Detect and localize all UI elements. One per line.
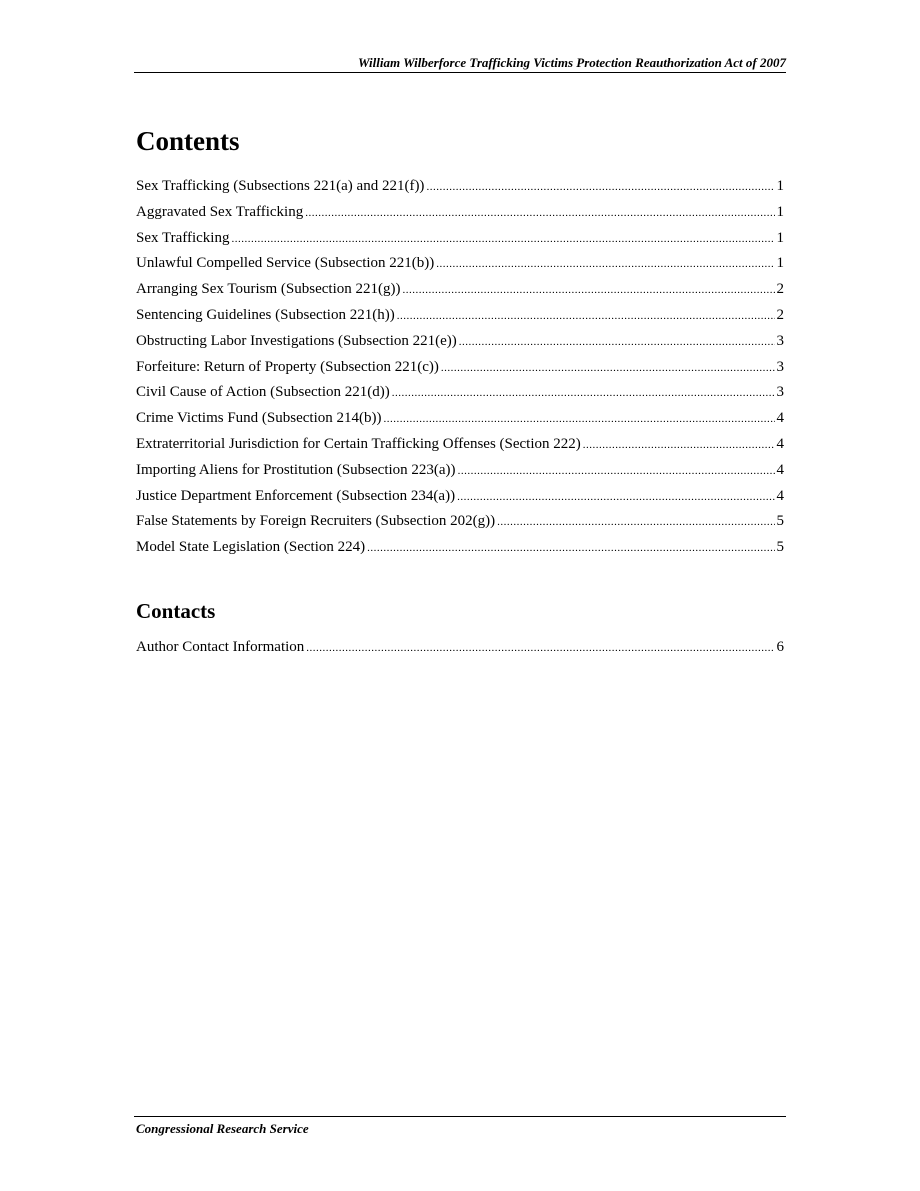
toc-entry-label[interactable]: Civil Cause of Action (Subsection 221(d)) xyxy=(136,384,390,401)
contacts-list xyxy=(136,637,784,663)
toc-entry[interactable] xyxy=(136,202,784,228)
contents-list xyxy=(136,176,784,563)
toc-entry-page[interactable]: 2 xyxy=(776,281,784,298)
toc-entry[interactable] xyxy=(136,408,784,434)
running-footer: Congressional Research Service xyxy=(136,1121,309,1136)
toc-entry-page[interactable]: 4 xyxy=(776,435,784,452)
dot-leader xyxy=(497,512,774,532)
toc-entry-page[interactable]: 1 xyxy=(776,229,784,246)
header-rule xyxy=(134,72,786,73)
toc-entry-label[interactable]: Author Contact Information xyxy=(136,639,305,655)
toc-entry[interactable] xyxy=(136,637,784,663)
toc-entry-label[interactable]: Obstructing Labor Investigations (Subsection 221(e)) xyxy=(136,332,457,349)
dot-leader xyxy=(459,332,775,352)
toc-entry-label[interactable]: Sex Trafficking xyxy=(136,229,230,246)
toc-entry-label[interactable]: Arranging Sex Tourism (Subsection 221(g)) xyxy=(136,281,401,298)
dot-leader xyxy=(436,254,774,274)
toc-entry[interactable] xyxy=(136,331,784,357)
toc-entry-page[interactable]: 1 xyxy=(776,255,784,272)
toc-entry[interactable] xyxy=(136,382,784,408)
footer-rule xyxy=(134,1116,786,1117)
dot-leader xyxy=(383,409,774,429)
toc-entry[interactable] xyxy=(136,279,784,305)
toc-entry[interactable] xyxy=(136,537,784,563)
toc-entry-label[interactable]: Importing Aliens for Prostitution (Subsection 223(a)) xyxy=(136,461,456,478)
contents-heading: Contents xyxy=(136,126,240,156)
toc-entry-page[interactable]: 3 xyxy=(776,384,784,401)
dot-leader xyxy=(402,280,774,300)
toc-entry-label[interactable]: Sentencing Guidelines (Subsection 221(h)) xyxy=(136,306,395,323)
toc-entry-label[interactable]: Crime Victims Fund (Subsection 214(b)) xyxy=(136,410,382,427)
toc-entry[interactable] xyxy=(136,511,784,537)
dot-leader xyxy=(457,487,774,507)
toc-entry-page[interactable]: 5 xyxy=(776,513,784,530)
toc-entry-label[interactable]: Forfeiture: Return of Property (Subsection 221(c)) xyxy=(136,358,439,375)
dot-leader xyxy=(458,461,775,481)
toc-entry[interactable] xyxy=(136,434,784,460)
toc-entry-page[interactable]: 4 xyxy=(776,410,784,427)
toc-entry[interactable] xyxy=(136,357,784,383)
dot-leader xyxy=(441,358,775,378)
toc-entry-label[interactable]: False Statements by Foreign Recruiters (Subsection 202(g)) xyxy=(136,513,496,530)
toc-entry[interactable] xyxy=(136,486,784,512)
contacts-heading: Contacts xyxy=(136,599,216,623)
toc-entry[interactable] xyxy=(136,228,784,254)
toc-entry[interactable] xyxy=(136,460,784,486)
toc-entry-page[interactable]: 4 xyxy=(776,487,784,504)
dot-leader xyxy=(367,538,774,558)
dot-leader xyxy=(397,306,775,326)
toc-entry-label[interactable]: Sex Trafficking (Subsections 221(a) and 221(f)) xyxy=(136,178,425,194)
toc-entry-label[interactable]: Extraterritorial Jurisdiction for Certain Trafficking Offenses (Section 222) xyxy=(136,435,581,452)
toc-entry[interactable] xyxy=(136,253,784,279)
toc-entry-page[interactable]: 5 xyxy=(776,539,784,556)
toc-entry-label[interactable]: Justice Department Enforcement (Subsection 234(a)) xyxy=(136,487,456,504)
dot-leader xyxy=(426,177,774,197)
toc-entry-page[interactable]: 6 xyxy=(776,639,784,655)
dot-leader xyxy=(231,229,774,249)
toc-entry-page[interactable]: 1 xyxy=(776,203,784,220)
dot-leader xyxy=(306,638,774,658)
dot-leader xyxy=(583,435,775,455)
toc-entry-page[interactable]: 3 xyxy=(776,358,784,375)
dot-leader xyxy=(305,203,774,223)
dot-leader xyxy=(392,383,775,403)
running-header: William Wilberforce Trafficking Victims Protection Reauthorization Act of 2007 xyxy=(357,55,786,70)
toc-entry-page[interactable]: 1 xyxy=(776,178,784,194)
toc-entry-label[interactable]: Unlawful Compelled Service (Subsection 221(b)) xyxy=(136,255,435,272)
toc-entry-page[interactable]: 3 xyxy=(776,332,784,349)
toc-entry-page[interactable]: 2 xyxy=(776,306,784,323)
toc-entry[interactable] xyxy=(136,176,784,202)
toc-entry[interactable] xyxy=(136,305,784,331)
toc-entry-label[interactable]: Aggravated Sex Trafficking xyxy=(136,203,304,220)
toc-entry-label[interactable]: Model State Legislation (Section 224) xyxy=(136,539,366,556)
toc-entry-page[interactable]: 4 xyxy=(776,461,784,478)
